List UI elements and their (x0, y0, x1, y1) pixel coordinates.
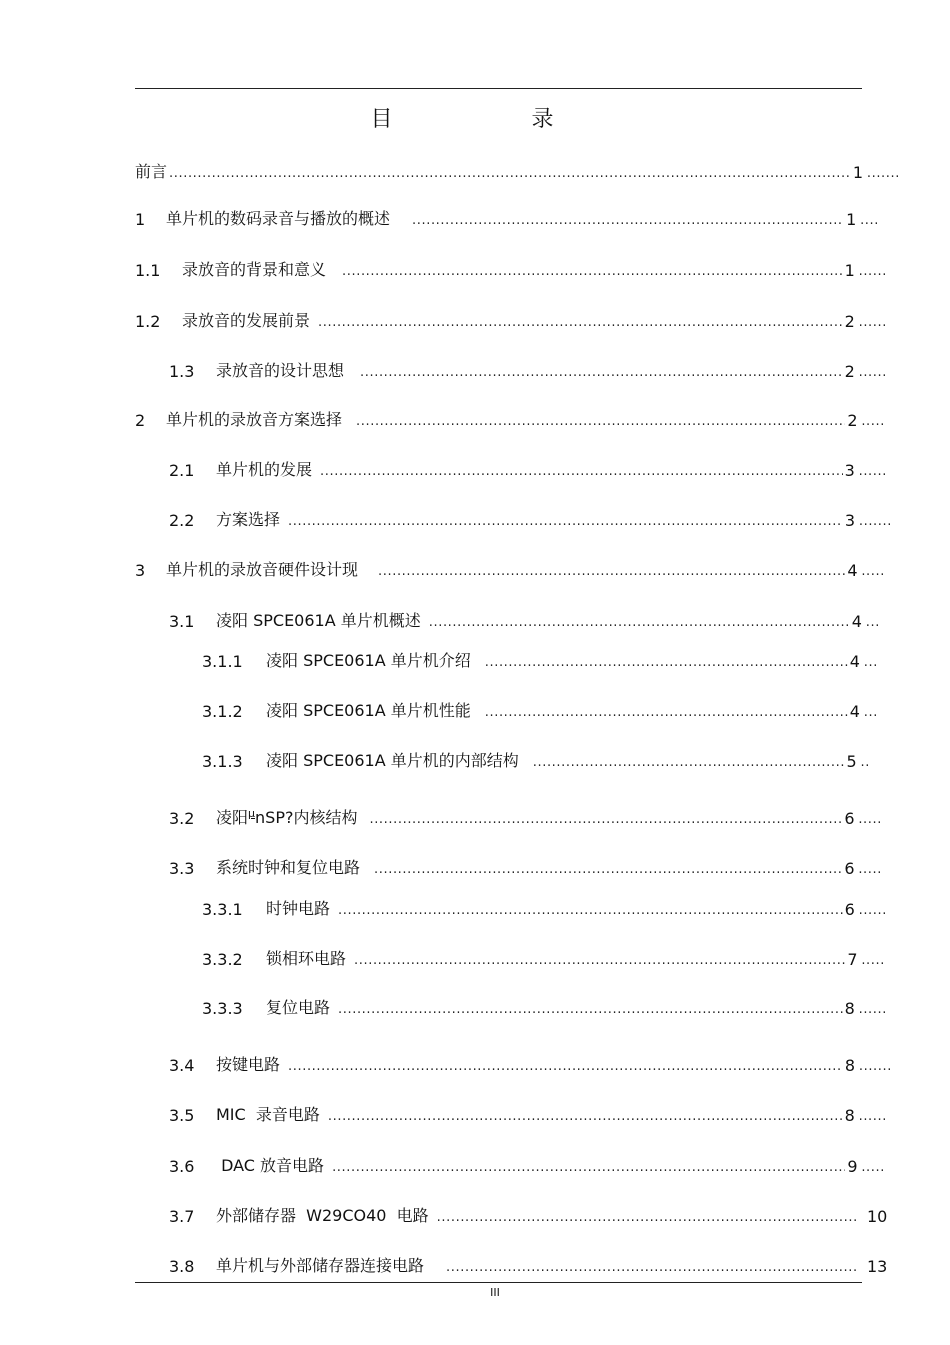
toc-entry-page: 5 (846, 752, 857, 771)
dot-leader-tail: ... (863, 655, 878, 670)
dot-leader (342, 264, 843, 276)
toc-entry-3-6[interactable] (169, 1154, 885, 1176)
dot-leader-tail: ...... (858, 464, 887, 479)
toc-entry-title-suffix: nSP?内核结构 (255, 808, 358, 827)
toc-entry-3-3-2[interactable] (202, 947, 885, 969)
dot-leader (288, 1059, 843, 1071)
toc-entry-title: 单片机的发展 (216, 460, 313, 479)
toc-entry-2[interactable] (135, 408, 885, 430)
toc-entry-page: 3 (844, 461, 855, 480)
toc-entry-number: 2.1 (169, 461, 195, 480)
toc-entry-number: 3.2 (169, 809, 195, 828)
toc-entry-title: 凌阳 SPCE061A 单片机的内部结构 (266, 751, 519, 770)
toc-entry-number: 3.3 (169, 859, 195, 878)
page-number: III (490, 1286, 500, 1299)
toc-entry-page: 8 (844, 999, 855, 1018)
toc-entry-title: 单片机的录放音方案选择 (166, 410, 343, 429)
dot-leader (446, 1260, 859, 1272)
dot-leader-tail: ...... (858, 903, 887, 918)
toc-entry-3-3-1[interactable] (202, 897, 887, 919)
toc-entry-page: 6 (844, 859, 855, 878)
toc-entry-1[interactable] (135, 207, 879, 229)
toc-entry-number: 1.3 (169, 362, 195, 381)
dot-leader (378, 564, 845, 576)
toc-entry-number: 3.8 (169, 1257, 195, 1276)
toc-entry-page: 4 (849, 652, 860, 671)
toc-entry-title-prefix: 凌阳 (216, 808, 249, 827)
toc-entry-page: 1 (852, 163, 864, 182)
toc-entry-title: 时钟电路 (266, 899, 331, 918)
toc-entry-page: 4 (851, 612, 862, 631)
dot-leader-tail: ... (865, 615, 880, 630)
toc-entry-page: 2 (844, 362, 855, 381)
toc-entry-number: 3 (135, 561, 146, 580)
dot-leader-tail: ...... (858, 1109, 887, 1124)
dot-leader (328, 1109, 843, 1121)
toc-entry-number: 3.3.1 (202, 900, 243, 919)
toc-entry-title: 凌阳 SPCE061A 单片机介绍 (266, 651, 471, 670)
toc-entry-number: 3.7 (169, 1207, 195, 1226)
dot-leader-tail: ..... (861, 953, 885, 968)
toc-entry-number: 3.4 (169, 1056, 195, 1075)
toc-entry-3-5[interactable] (169, 1103, 887, 1125)
toc-entry-3-1-3[interactable] (202, 749, 870, 771)
toc-entry-number: 3.1 (169, 612, 195, 631)
dot-leader (356, 414, 845, 426)
dot-leader-tail: ...... (858, 315, 887, 330)
toc-entry-page: 6 (844, 809, 855, 828)
toc-entry-title: 按键电路 (216, 1055, 281, 1074)
toc-entry-3-1-2[interactable] (202, 699, 878, 721)
dot-leader (332, 1160, 845, 1172)
toc-entry-title: 凌阳 SPCE061A 单片机性能 (266, 701, 471, 720)
dot-leader-tail: ....... (858, 1059, 892, 1074)
toc-entry-title: 系统时钟和复位电路 (216, 858, 361, 877)
dot-leader (533, 755, 845, 767)
toc-entry-1-1[interactable] (135, 258, 887, 280)
toc-entry-3-3-3[interactable] (202, 996, 887, 1018)
toc-entry-2-2[interactable] (169, 508, 892, 530)
toc-entry-3-4[interactable] (169, 1053, 892, 1075)
toc-entry-title: 外部储存器 W29CO40 电路 (216, 1206, 429, 1225)
toc-entry-3-1-1[interactable] (202, 649, 878, 671)
dot-leader-tail: ..... (861, 414, 885, 429)
toc-entry-2-1[interactable] (169, 458, 887, 480)
toc-entry-title: 单片机的数码录音与播放的概述 (166, 209, 391, 228)
toc-entry-title: 锁相环电路 (266, 949, 347, 968)
toc-entry-page: 2 (847, 411, 858, 430)
dot-leader-tail: ...... (858, 365, 887, 380)
toc-entry-page: 4 (847, 561, 858, 580)
toc-entry-title (216, 805, 357, 828)
footer-rule (135, 1282, 862, 1283)
toc-entry-foreword[interactable] (135, 160, 900, 182)
toc-entry-page: 1 (844, 261, 855, 280)
dot-leader-tail: ...... (858, 264, 887, 279)
dot-leader (369, 812, 842, 824)
dot-leader-tail: ..... (858, 812, 882, 827)
toc-entry-number: 2.2 (169, 511, 195, 530)
toc-entry-title: 前言 (135, 162, 168, 181)
toc-entry-3-8[interactable] (169, 1254, 889, 1276)
page-title: 目 录 (370, 107, 620, 132)
toc-entry-title: 单片机的录放音硬件设计现 (166, 560, 359, 579)
dot-leader-tail: ...... (858, 1002, 887, 1017)
dot-leader-tail: ..... (861, 564, 885, 579)
toc-entry-title: 方案选择 (216, 510, 281, 529)
toc-entry-title: 录放音的背景和意义 (182, 260, 327, 279)
toc-entry-number: 3.1.3 (202, 752, 243, 771)
dot-leader (412, 213, 844, 225)
toc-entry-3[interactable] (135, 558, 885, 580)
dot-leader (354, 953, 845, 965)
toc-entry-3-7[interactable] (169, 1204, 889, 1226)
toc-entry-number: 3.1.2 (202, 702, 243, 721)
toc-entry-title: 单片机与外部储存器连接电路 (216, 1256, 425, 1275)
toc-entry-number: 1.2 (135, 312, 161, 331)
toc-entry-number: 1.1 (135, 261, 161, 280)
dot-leader-tail: .... (860, 213, 879, 228)
toc-entry-title: 复位电路 (266, 998, 331, 1017)
dot-leader (320, 464, 843, 476)
toc-entry-number: 2 (135, 411, 146, 430)
toc-entry-title: MIC 录音电路 (216, 1105, 320, 1124)
dot-leader-tail: ... (863, 705, 878, 720)
toc-entry-page: 3 (844, 511, 856, 530)
toc-entry-page: 7 (847, 950, 858, 969)
toc-entry-3-2[interactable] (169, 806, 882, 828)
toc-entry-number: 1 (135, 210, 146, 229)
dot-leader-tail: ....... (858, 514, 892, 529)
toc-entry-number: 3.5 (169, 1106, 195, 1125)
dot-leader (429, 615, 850, 627)
toc-entry-title: 录放音的发展前景 (182, 311, 311, 330)
toc-entry-number: 3.1.1 (202, 652, 243, 671)
toc-entry-3-1[interactable] (169, 609, 880, 631)
toc-entry-number: 3.6 (169, 1157, 195, 1176)
dot-leader (338, 903, 843, 915)
toc-entry-number: 3.3.2 (202, 950, 243, 969)
toc-entry-1-3[interactable] (169, 359, 887, 381)
toc-entry-page: 8 (844, 1106, 855, 1125)
toc-entry-page: 1 (846, 210, 857, 229)
toc-entry-page: 2 (844, 312, 855, 331)
toc-entry-1-2[interactable] (135, 309, 887, 331)
dot-leader (485, 655, 848, 667)
toc-entry-page: 9 (847, 1157, 858, 1176)
dot-leader (485, 705, 848, 717)
toc-entry-title: 录放音的设计思想 (216, 361, 345, 380)
toc-entry-page: 6 (844, 900, 855, 919)
toc-entry-page: 8 (844, 1056, 856, 1075)
dot-leader-tail: ..... (861, 1160, 885, 1175)
toc-entry-title: 凌阳 SPCE061A 单片机概述 (216, 611, 421, 630)
toc-entry-page: 4 (849, 702, 860, 721)
toc-entry-3-3[interactable] (169, 856, 882, 878)
dot-leader-tail: ..... (858, 862, 882, 877)
dot-leader (360, 365, 843, 377)
dot-leader (318, 315, 843, 327)
toc-entry-page: 10 (867, 1207, 888, 1226)
toc-entry-page: 13 (867, 1257, 888, 1276)
dot-leader-tail: .. (860, 755, 870, 770)
dot-leader-tail: ....... (866, 166, 900, 181)
toc-entry-title: DAC 放音电路 (216, 1156, 325, 1175)
toc-entry-number: 3.3.3 (202, 999, 243, 1018)
mu-symbol: μ (248, 807, 256, 820)
dot-leader (169, 166, 851, 178)
dot-leader (288, 514, 843, 526)
dot-leader (437, 1210, 859, 1222)
dot-leader (338, 1002, 843, 1014)
dot-leader (374, 862, 842, 874)
